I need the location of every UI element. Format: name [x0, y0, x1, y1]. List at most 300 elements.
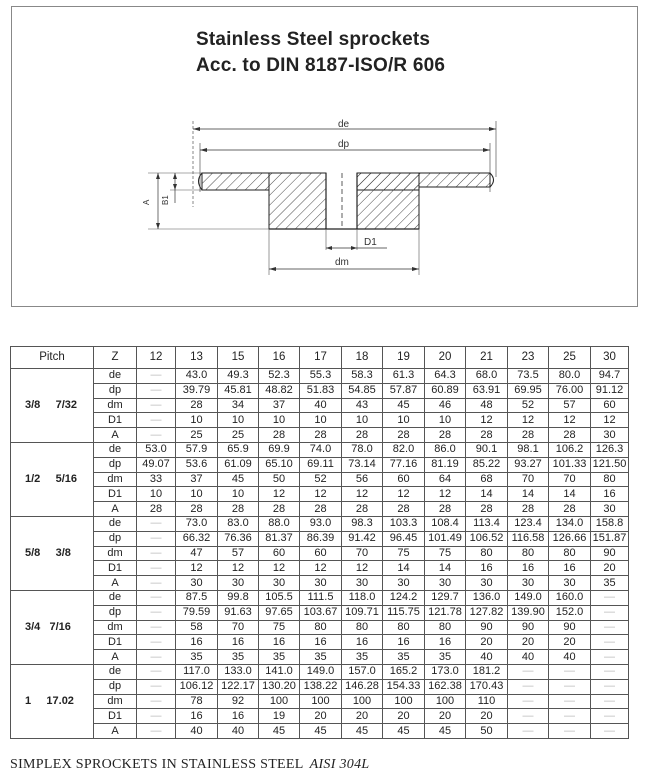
- value-cell: 28: [466, 502, 508, 517]
- value-cell: 40: [508, 650, 549, 665]
- value-cell: —: [549, 724, 591, 739]
- value-cell: 126.66: [549, 531, 591, 546]
- value-cell: 28: [176, 398, 218, 413]
- value-cell: 20: [466, 635, 508, 650]
- value-cell: 45: [383, 398, 425, 413]
- value-cell: —: [137, 620, 176, 635]
- value-cell: 75: [425, 546, 466, 561]
- value-cell: —: [508, 664, 549, 679]
- value-cell: 90: [466, 620, 508, 635]
- value-cell: 69.95: [508, 383, 549, 398]
- header-teeth: 20: [425, 347, 466, 369]
- value-cell: 28: [342, 428, 383, 443]
- value-cell: 47: [176, 546, 218, 561]
- value-cell: 16: [425, 635, 466, 650]
- value-cell: 30: [466, 576, 508, 591]
- param-cell: dm: [94, 472, 137, 487]
- value-cell: 16: [342, 635, 383, 650]
- value-cell: —: [591, 694, 629, 709]
- value-cell: 91.42: [342, 531, 383, 546]
- table-row: [11, 531, 629, 546]
- value-cell: 90: [591, 546, 629, 561]
- param-cell: de: [94, 516, 137, 531]
- value-cell: 14: [466, 487, 508, 502]
- value-cell: 78: [176, 694, 218, 709]
- value-cell: 33: [137, 472, 176, 487]
- value-cell: 81.19: [425, 457, 466, 472]
- value-cell: 75: [259, 620, 300, 635]
- value-cell: —: [137, 516, 176, 531]
- value-cell: 45.81: [218, 383, 259, 398]
- pitch-cell: 1 17.02: [11, 664, 94, 738]
- value-cell: 170.43: [466, 679, 508, 694]
- value-cell: 35: [342, 650, 383, 665]
- table-row: [11, 487, 629, 502]
- value-cell: —: [137, 679, 176, 694]
- value-cell: 50: [466, 724, 508, 739]
- value-cell: 152.0: [549, 605, 591, 620]
- value-cell: 66.32: [176, 531, 218, 546]
- value-cell: 100: [342, 694, 383, 709]
- value-cell: 90: [508, 620, 549, 635]
- value-cell: 40: [466, 650, 508, 665]
- value-cell: 154.33: [383, 679, 425, 694]
- header-pitch: Pitch: [11, 347, 94, 369]
- value-cell: 12: [218, 561, 259, 576]
- value-cell: 20: [300, 709, 342, 724]
- value-cell: 30: [218, 576, 259, 591]
- value-cell: 16: [218, 635, 259, 650]
- value-cell: 12: [300, 487, 342, 502]
- param-cell: dp: [94, 383, 137, 398]
- value-cell: 57.9: [176, 442, 218, 457]
- value-cell: 14: [425, 561, 466, 576]
- value-cell: 28: [342, 502, 383, 517]
- value-cell: 12: [259, 487, 300, 502]
- value-cell: 16: [466, 561, 508, 576]
- table-row: [11, 590, 629, 605]
- value-cell: 45: [383, 724, 425, 739]
- value-cell: 162.38: [425, 679, 466, 694]
- value-cell: 149.0: [300, 664, 342, 679]
- value-cell: 80: [591, 472, 629, 487]
- table-row: [11, 664, 629, 679]
- table-row: [11, 605, 629, 620]
- value-cell: 173.0: [425, 664, 466, 679]
- value-cell: —: [137, 369, 176, 384]
- table-row: [11, 442, 629, 457]
- value-cell: 157.0: [342, 664, 383, 679]
- param-cell: dp: [94, 605, 137, 620]
- value-cell: 34: [218, 398, 259, 413]
- pitch-cell: 1/2 5/16: [11, 442, 94, 516]
- value-cell: 106.12: [176, 679, 218, 694]
- value-cell: 105.5: [259, 590, 300, 605]
- param-cell: D1: [94, 561, 137, 576]
- value-cell: 40: [300, 398, 342, 413]
- value-cell: —: [591, 605, 629, 620]
- value-cell: 43: [342, 398, 383, 413]
- value-cell: —: [591, 679, 629, 694]
- param-cell: D1: [94, 413, 137, 428]
- value-cell: 39.79: [176, 383, 218, 398]
- value-cell: 37: [259, 398, 300, 413]
- value-cell: —: [137, 635, 176, 650]
- value-cell: 45: [218, 472, 259, 487]
- value-cell: 35: [425, 650, 466, 665]
- value-cell: 10: [137, 487, 176, 502]
- value-cell: 76.00: [549, 383, 591, 398]
- value-cell: 12: [342, 561, 383, 576]
- title-line-2: Acc. to DIN 8187-ISO/R 606: [196, 55, 446, 76]
- param-cell: A: [94, 502, 137, 517]
- value-cell: 28: [137, 502, 176, 517]
- table-row: [11, 472, 629, 487]
- value-cell: 98.3: [342, 516, 383, 531]
- value-cell: 115.75: [383, 605, 425, 620]
- value-cell: 12: [591, 413, 629, 428]
- value-cell: 35: [218, 650, 259, 665]
- value-cell: 134.0: [549, 516, 591, 531]
- value-cell: 101.49: [425, 531, 466, 546]
- value-cell: 111.5: [300, 590, 342, 605]
- value-cell: 28: [383, 428, 425, 443]
- value-cell: 80: [425, 620, 466, 635]
- value-cell: 28: [218, 502, 259, 517]
- value-cell: 86.39: [300, 531, 342, 546]
- value-cell: 28: [425, 502, 466, 517]
- value-cell: 91.63: [218, 605, 259, 620]
- value-cell: 16: [259, 635, 300, 650]
- value-cell: 16: [176, 709, 218, 724]
- value-cell: 20: [383, 709, 425, 724]
- value-cell: 85.22: [466, 457, 508, 472]
- value-cell: 28: [549, 502, 591, 517]
- value-cell: 28: [300, 502, 342, 517]
- value-cell: 69.11: [300, 457, 342, 472]
- label-D1: D1: [364, 237, 377, 248]
- param-cell: A: [94, 650, 137, 665]
- param-cell: de: [94, 369, 137, 384]
- value-cell: 117.0: [176, 664, 218, 679]
- header-teeth: 25: [549, 347, 591, 369]
- value-cell: —: [591, 709, 629, 724]
- value-cell: 78.0: [342, 442, 383, 457]
- value-cell: 25: [176, 428, 218, 443]
- value-cell: 30: [300, 576, 342, 591]
- value-cell: 14: [383, 561, 425, 576]
- value-cell: —: [591, 664, 629, 679]
- value-cell: 68.0: [466, 369, 508, 384]
- value-cell: —: [137, 694, 176, 709]
- value-cell: 63.91: [466, 383, 508, 398]
- value-cell: 100: [425, 694, 466, 709]
- value-cell: 146.28: [342, 679, 383, 694]
- sprocket-cross-section-drawing: [12, 7, 637, 306]
- value-cell: 30: [342, 576, 383, 591]
- value-cell: 58: [176, 620, 218, 635]
- table-row: [11, 679, 629, 694]
- value-cell: —: [137, 590, 176, 605]
- value-cell: 58.3: [342, 369, 383, 384]
- value-cell: 121.78: [425, 605, 466, 620]
- value-cell: 51.83: [300, 383, 342, 398]
- value-cell: 69.9: [259, 442, 300, 457]
- value-cell: —: [137, 413, 176, 428]
- value-cell: 20: [425, 709, 466, 724]
- value-cell: 28: [300, 428, 342, 443]
- caption-main: SIMPLEX SPROCKETS IN STAINLESS STEEL: [10, 757, 304, 772]
- value-cell: 75: [383, 546, 425, 561]
- value-cell: 48.82: [259, 383, 300, 398]
- value-cell: 80: [508, 546, 549, 561]
- value-cell: 30: [176, 576, 218, 591]
- value-cell: 113.4: [466, 516, 508, 531]
- value-cell: 136.0: [466, 590, 508, 605]
- value-cell: 10: [176, 487, 218, 502]
- value-cell: 92: [218, 694, 259, 709]
- value-cell: 37: [176, 472, 218, 487]
- caption-material: AISI 304L: [309, 757, 370, 772]
- value-cell: 12: [549, 413, 591, 428]
- param-cell: dp: [94, 457, 137, 472]
- value-cell: —: [591, 590, 629, 605]
- table-row: [11, 650, 629, 665]
- value-cell: 12: [425, 487, 466, 502]
- value-cell: 73.0: [176, 516, 218, 531]
- value-cell: 133.0: [218, 664, 259, 679]
- value-cell: 103.3: [383, 516, 425, 531]
- value-cell: 80: [466, 546, 508, 561]
- value-cell: 93.0: [300, 516, 342, 531]
- param-cell: de: [94, 664, 137, 679]
- value-cell: —: [137, 724, 176, 739]
- value-cell: 86.0: [425, 442, 466, 457]
- value-cell: 124.2: [383, 590, 425, 605]
- value-cell: 106.52: [466, 531, 508, 546]
- value-cell: 70: [549, 472, 591, 487]
- param-cell: D1: [94, 487, 137, 502]
- value-cell: 53.0: [137, 442, 176, 457]
- value-cell: 60: [300, 546, 342, 561]
- value-cell: —: [549, 694, 591, 709]
- value-cell: 35: [176, 650, 218, 665]
- value-cell: 60.89: [425, 383, 466, 398]
- value-cell: 16: [218, 709, 259, 724]
- value-cell: 12: [342, 487, 383, 502]
- value-cell: 80.0: [549, 369, 591, 384]
- value-cell: 55.3: [300, 369, 342, 384]
- value-cell: 70: [508, 472, 549, 487]
- value-cell: 165.2: [383, 664, 425, 679]
- table-row: [11, 694, 629, 709]
- value-cell: 138.22: [300, 679, 342, 694]
- table-row: [11, 546, 629, 561]
- table-row: [11, 383, 629, 398]
- caption: [10, 757, 369, 773]
- value-cell: 127.82: [466, 605, 508, 620]
- value-cell: 65.9: [218, 442, 259, 457]
- value-cell: —: [137, 605, 176, 620]
- value-cell: 30: [383, 576, 425, 591]
- param-cell: dm: [94, 694, 137, 709]
- value-cell: 10: [342, 413, 383, 428]
- value-cell: 129.7: [425, 590, 466, 605]
- value-cell: 48: [466, 398, 508, 413]
- value-cell: 96.45: [383, 531, 425, 546]
- header-teeth: 13: [176, 347, 218, 369]
- value-cell: —: [137, 576, 176, 591]
- table-header-row: [11, 347, 629, 369]
- value-cell: 160.0: [549, 590, 591, 605]
- value-cell: 28: [508, 428, 549, 443]
- value-cell: 16: [176, 635, 218, 650]
- pitch-cell: 3/8 7/32: [11, 369, 94, 443]
- value-cell: 61.09: [218, 457, 259, 472]
- value-cell: 126.3: [591, 442, 629, 457]
- value-cell: 35: [591, 576, 629, 591]
- value-cell: 12: [383, 487, 425, 502]
- value-cell: 149.0: [508, 590, 549, 605]
- value-cell: 139.90: [508, 605, 549, 620]
- table-row: [11, 620, 629, 635]
- value-cell: —: [591, 724, 629, 739]
- table-row: [11, 413, 629, 428]
- value-cell: 116.58: [508, 531, 549, 546]
- value-cell: 181.2: [466, 664, 508, 679]
- value-cell: 123.4: [508, 516, 549, 531]
- header-teeth: 30: [591, 347, 629, 369]
- value-cell: 28: [176, 502, 218, 517]
- value-cell: —: [137, 561, 176, 576]
- value-cell: 130.20: [259, 679, 300, 694]
- value-cell: 74.0: [300, 442, 342, 457]
- value-cell: 10: [218, 413, 259, 428]
- value-cell: 20: [342, 709, 383, 724]
- label-de: de: [338, 119, 350, 130]
- value-cell: —: [591, 635, 629, 650]
- value-cell: 103.67: [300, 605, 342, 620]
- value-cell: 99.8: [218, 590, 259, 605]
- table-row: [11, 561, 629, 576]
- value-cell: 28: [508, 502, 549, 517]
- table-row: [11, 709, 629, 724]
- value-cell: 53.6: [176, 457, 218, 472]
- value-cell: —: [591, 620, 629, 635]
- param-cell: D1: [94, 635, 137, 650]
- value-cell: 45: [425, 724, 466, 739]
- param-cell: A: [94, 428, 137, 443]
- value-cell: 141.0: [259, 664, 300, 679]
- value-cell: 30: [549, 576, 591, 591]
- table-row: [11, 724, 629, 739]
- value-cell: 83.0: [218, 516, 259, 531]
- value-cell: 20: [508, 635, 549, 650]
- value-cell: —: [137, 546, 176, 561]
- table-row: [11, 502, 629, 517]
- value-cell: 80: [342, 620, 383, 635]
- value-cell: —: [137, 428, 176, 443]
- label-B1: B1: [161, 195, 170, 205]
- value-cell: 80: [549, 546, 591, 561]
- table-row: [11, 516, 629, 531]
- value-cell: 52.3: [259, 369, 300, 384]
- value-cell: 57.87: [383, 383, 425, 398]
- header-teeth: 23: [508, 347, 549, 369]
- sprocket-spec-table: [10, 346, 629, 739]
- title-line-1: Stainless Steel sprockets: [196, 29, 431, 50]
- value-cell: 90: [549, 620, 591, 635]
- header-teeth: 18: [342, 347, 383, 369]
- value-cell: 12: [508, 413, 549, 428]
- param-cell: dp: [94, 531, 137, 546]
- value-cell: 87.5: [176, 590, 218, 605]
- value-cell: 106.2: [549, 442, 591, 457]
- value-cell: 16: [549, 561, 591, 576]
- value-cell: 79.59: [176, 605, 218, 620]
- table-row: [11, 369, 629, 384]
- value-cell: 28: [549, 428, 591, 443]
- value-cell: 68: [466, 472, 508, 487]
- value-cell: 54.85: [342, 383, 383, 398]
- value-cell: 88.0: [259, 516, 300, 531]
- value-cell: 76.36: [218, 531, 259, 546]
- table-row: [11, 428, 629, 443]
- header-z: Z: [94, 347, 137, 369]
- value-cell: 64: [425, 472, 466, 487]
- value-cell: 12: [300, 561, 342, 576]
- table-row: [11, 457, 629, 472]
- value-cell: 28: [383, 502, 425, 517]
- value-cell: 100: [259, 694, 300, 709]
- value-cell: —: [549, 709, 591, 724]
- technical-drawing-frame: [11, 6, 638, 307]
- value-cell: —: [137, 664, 176, 679]
- value-cell: 93.27: [508, 457, 549, 472]
- value-cell: 12: [176, 561, 218, 576]
- value-cell: 61.3: [383, 369, 425, 384]
- value-cell: 122.17: [218, 679, 259, 694]
- value-cell: 65.10: [259, 457, 300, 472]
- value-cell: 16: [591, 487, 629, 502]
- value-cell: —: [549, 679, 591, 694]
- value-cell: 30: [508, 576, 549, 591]
- param-cell: de: [94, 442, 137, 457]
- value-cell: 12: [466, 413, 508, 428]
- value-cell: 10: [425, 413, 466, 428]
- value-cell: —: [508, 679, 549, 694]
- value-cell: 90.1: [466, 442, 508, 457]
- value-cell: 35: [383, 650, 425, 665]
- table-row: [11, 576, 629, 591]
- header-teeth: 16: [259, 347, 300, 369]
- value-cell: 73.14: [342, 457, 383, 472]
- value-cell: 121.50: [591, 457, 629, 472]
- value-cell: 49.07: [137, 457, 176, 472]
- value-cell: 109.71: [342, 605, 383, 620]
- value-cell: 70: [342, 546, 383, 561]
- value-cell: 80: [383, 620, 425, 635]
- value-cell: 28: [259, 502, 300, 517]
- value-cell: 50: [259, 472, 300, 487]
- value-cell: 100: [383, 694, 425, 709]
- value-cell: 56: [342, 472, 383, 487]
- value-cell: 80: [300, 620, 342, 635]
- value-cell: 94.7: [591, 369, 629, 384]
- value-cell: 60: [591, 398, 629, 413]
- value-cell: 43.0: [176, 369, 218, 384]
- value-cell: 118.0: [342, 590, 383, 605]
